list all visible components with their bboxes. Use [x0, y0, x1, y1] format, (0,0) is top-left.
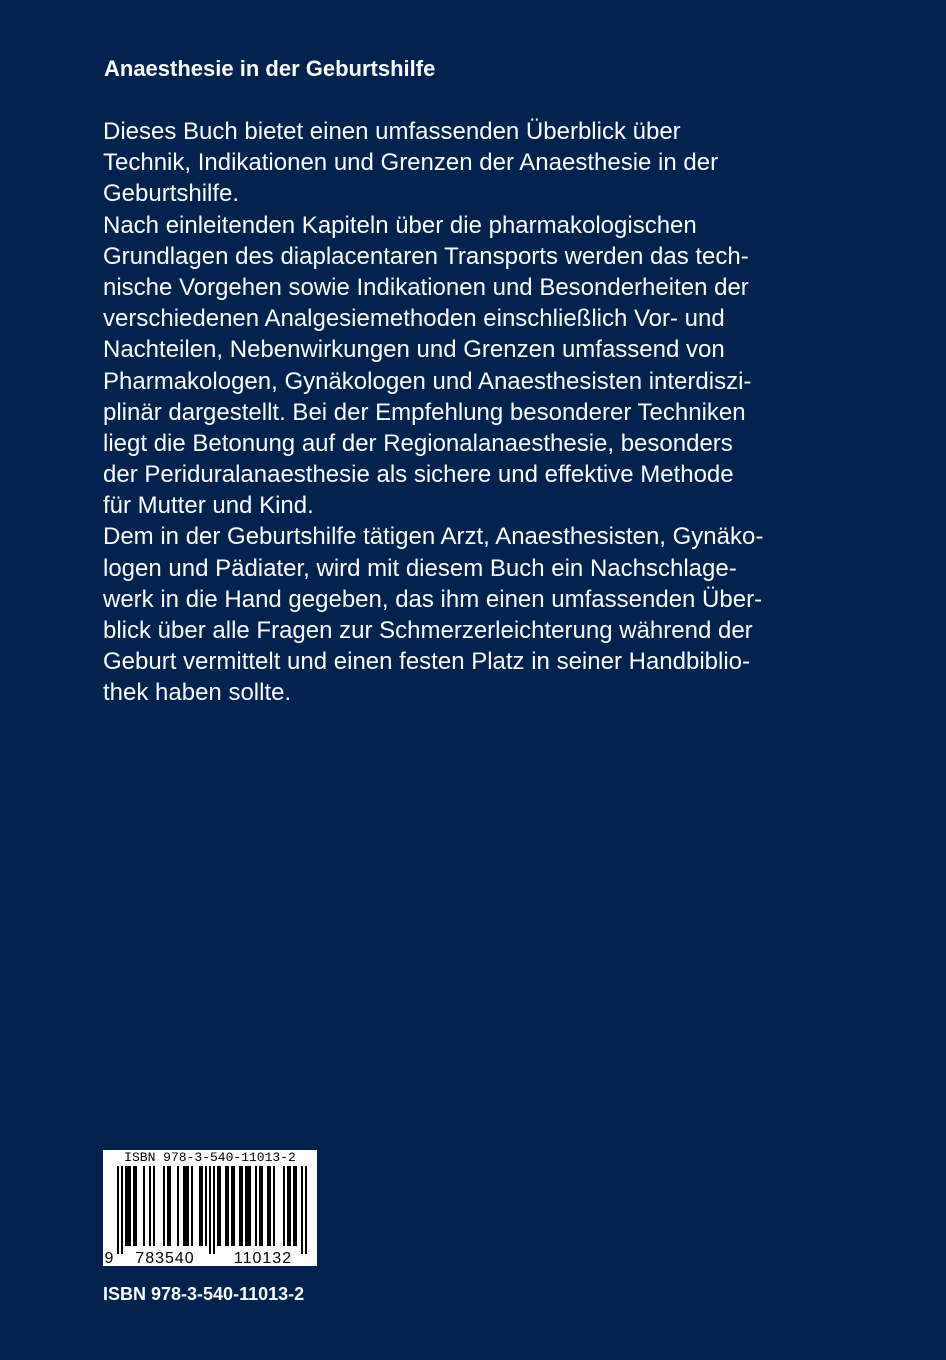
barcode-bar: [269, 1166, 271, 1246]
barcode-bar: [267, 1166, 269, 1246]
text-line: Technik, Indikationen und Grenzen der Anaesthesie in der: [103, 149, 719, 177]
text-line: verschiedenen Analgesiemethoden einschließlich Vor- und: [103, 305, 725, 333]
barcode-bar: [301, 1166, 303, 1254]
barcode-bar: [295, 1166, 297, 1246]
barcode-bar: [163, 1166, 165, 1246]
barcode-bar: [127, 1166, 129, 1246]
barcode-bar-group: [117, 1166, 307, 1254]
barcode-bar: [149, 1166, 151, 1246]
barcode-bar: [169, 1166, 171, 1246]
barcode-bar: [231, 1166, 233, 1246]
barcode-bars: [103, 1166, 317, 1266]
text-line: plinär dargestellt. Bei der Empfehlung besonderer Techniken: [103, 398, 746, 426]
barcode-bar: [255, 1166, 257, 1246]
barcode-bar: [143, 1166, 145, 1246]
barcode-isbn-label: ISBN 978-3-540-11013-2: [124, 1150, 296, 1165]
text-line: werk in die Hand gegeben, das ihm einen umfassenden Über-: [103, 585, 763, 613]
barcode-bar: [289, 1166, 291, 1246]
barcode-bar: [293, 1166, 295, 1246]
text-line: blick über alle Fragen zur Schmerzerleichterung während der: [103, 617, 753, 644]
barcode-bar: [273, 1166, 275, 1246]
isbn-barcode: [103, 1150, 317, 1266]
barcode-bar: [177, 1166, 179, 1246]
barcode-digits-right: 110132: [233, 1250, 293, 1266]
barcode-bar: [199, 1166, 201, 1246]
barcode-bar: [133, 1166, 135, 1246]
barcode-bar: [209, 1166, 211, 1254]
barcode-bar: [213, 1166, 215, 1254]
barcode-bar: [227, 1166, 229, 1246]
text-line: Pharmakologen, Gynäkologen und Anaesthesisten interdiszi-: [103, 367, 752, 395]
barcode-bar: [249, 1166, 251, 1246]
barcode-bar: [153, 1166, 155, 1246]
text-line: Dem in der Geburtshilfe tätigen Arzt, Anaesthesisten, Gynäko-: [103, 523, 764, 551]
barcode-bar: [191, 1166, 193, 1246]
barcode-bar: [121, 1166, 123, 1254]
text-line: Geburtshilfe.: [103, 180, 240, 208]
barcode-bar: [259, 1166, 261, 1246]
barcode-bar: [167, 1166, 169, 1246]
barcode-bar: [287, 1166, 289, 1246]
text-line: der Periduralanaesthesie als sichere und effektive Methode: [103, 461, 734, 489]
text-line: Nach einleitenden Kapiteln über die pharmakologischen: [103, 211, 697, 239]
text-line: nische Vorgehen sowie Indikationen und Besonderheiten der: [103, 273, 749, 301]
barcode-bar: [233, 1166, 235, 1246]
barcode-digits-left: 783540: [135, 1250, 195, 1266]
barcode-bar: [125, 1166, 127, 1246]
text-line: Grundlagen des diaplacentaren Transports werden das tech-: [103, 242, 749, 270]
barcode-bar: [225, 1166, 227, 1246]
barcode-bar: [217, 1166, 219, 1246]
text-line: Dieses Buch bietet einen umfassenden Überblick über: [103, 118, 681, 145]
text-line: liegt die Betonung auf der Regionalanaesthesie, besonders: [103, 429, 733, 457]
barcode-digit-first: 9: [104, 1250, 114, 1266]
text-line: Geburt vermittelt und einen festen Platz in seiner Handbiblio-: [103, 648, 751, 676]
barcode-bar: [117, 1166, 119, 1254]
barcode-bar: [245, 1166, 247, 1246]
barcode-bar: [201, 1166, 203, 1246]
barcode-bar: [247, 1166, 249, 1246]
barcode-bar: [183, 1166, 185, 1246]
description-text: [103, 116, 863, 709]
book-title: Anaesthesie in der Geburtshilfe: [104, 56, 436, 81]
text-line: logen und Pädiater, wird mit diesem Buch ein Nachschlage-: [103, 554, 737, 582]
barcode-bar: [129, 1166, 131, 1246]
text-line: thek haben sollte.: [103, 679, 292, 707]
barcode-bar: [185, 1166, 187, 1246]
text-line: Nachteilen, Nebenwirkungen und Grenzen umfassend von: [103, 336, 725, 364]
barcode-bar: [283, 1166, 285, 1246]
barcode-bar: [261, 1166, 263, 1246]
barcode-bar: [219, 1166, 221, 1246]
isbn-text: ISBN 978-3-540-11013-2: [103, 1284, 305, 1304]
text-line: für Mutter und Kind.: [103, 492, 314, 520]
barcode-bar: [135, 1166, 137, 1246]
barcode-bar: [241, 1166, 243, 1246]
barcode-bar: [305, 1166, 307, 1254]
barcode-bar: [187, 1166, 189, 1246]
barcode-bar: [239, 1166, 241, 1246]
barcode-bar: [205, 1166, 207, 1246]
